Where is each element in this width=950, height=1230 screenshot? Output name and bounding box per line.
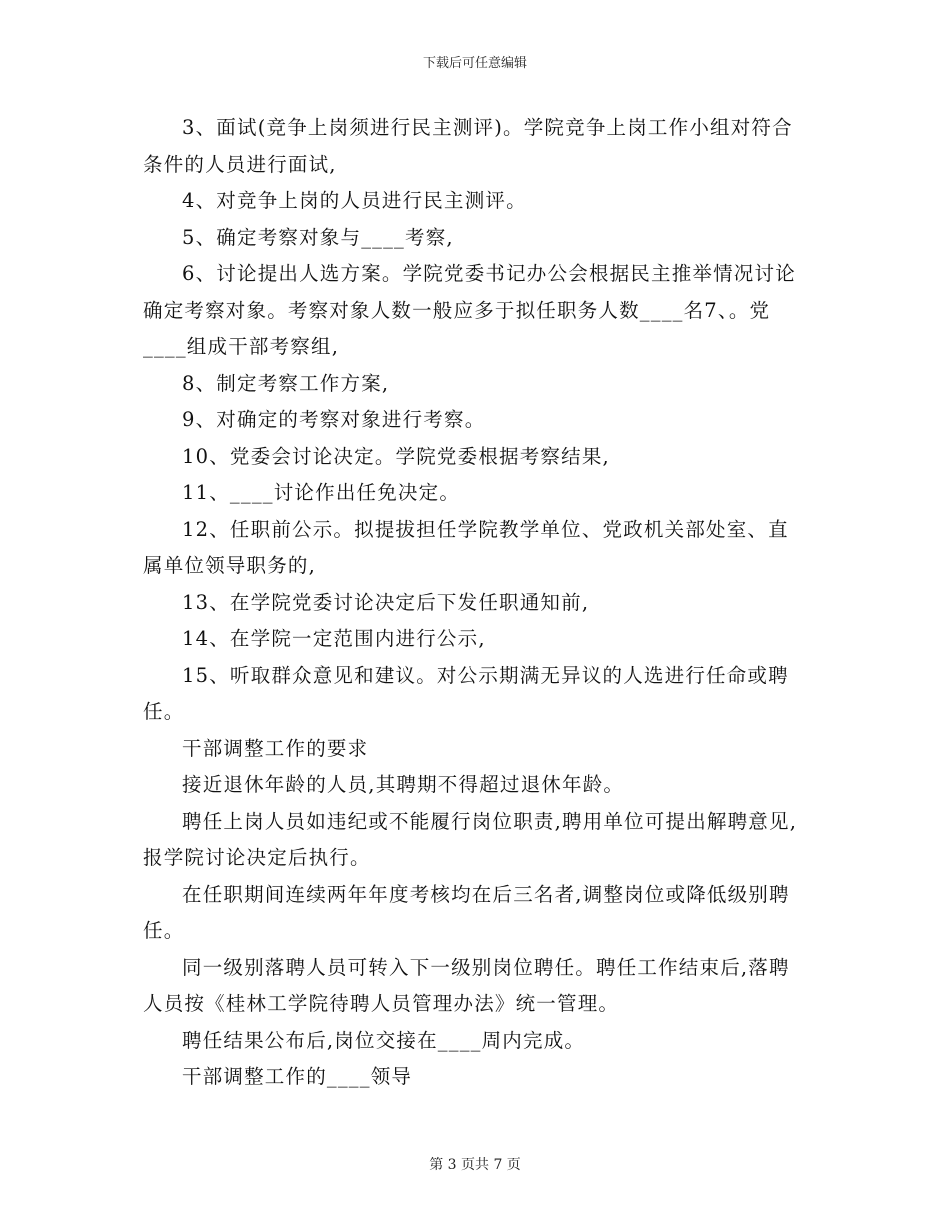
paragraph: 13、在学院党委讨论决定后下发任职通知前, — [182, 590, 590, 614]
document-body — [143, 110, 808, 1096]
paragraph: 聘任上岗人员如违纪或不能履行岗位职责,聘用单位可提出解聘意见,报学院讨论决定后执行。 — [143, 809, 798, 869]
paragraph: 15、听取群众意见和建议。对公示期满无异议的人选进行任命或聘任。 — [143, 663, 789, 723]
paragraph: 聘任结果公布后,岗位交接在____周内完成。 — [182, 1028, 586, 1052]
paragraph: 3、面试(竞争上岗须进行民主测评)。学院竞争上岗工作小组对符合条件的人员进行面试, — [143, 116, 793, 176]
section-heading: 干部调整工作的要求 — [182, 736, 369, 760]
paragraph: 同一级别落聘人员可转入下一级别岗位聘任。聘任工作结束后,落聘人员按《桂林工学院待聘人员管理办法》统一管理。 — [143, 955, 790, 1015]
paragraph: 9、对确定的考察对象进行考察。 — [182, 408, 486, 431]
paragraph: 12、任职前公示。拟提拔担任学院教学单位、党政机关部处室、直属单位领导职务的, — [143, 517, 789, 577]
section-heading: 干部调整工作的____领导 — [182, 1065, 413, 1088]
paragraph: 11、____讨论作出任免决定。 — [182, 481, 461, 504]
page-header: 下载后可任意编辑 — [422, 56, 527, 71]
paragraph: 10、党委会讨论决定。学院党委根据考察结果, — [182, 444, 610, 468]
paragraph: 14、在学院一定范围内进行公示, — [182, 627, 486, 650]
page-number-footer: 第 3 页共 7 页 — [429, 1157, 521, 1173]
paragraph: 6、讨论提出人选方案。学院党委书记办公会根据民主推举情况讨论确定考察对象。考察对象人数一般应多于拟任职务人数____名7、。党____组成干部考察组, — [143, 262, 796, 358]
paragraph: 8、制定考察工作方案, — [182, 371, 390, 395]
paragraph: 5、确定考察对象与____考察, — [182, 225, 454, 249]
paragraph: 4、对竞争上岗的人员进行民主测评。 — [182, 189, 527, 212]
paragraph: 接近退休年龄的人员,其聘期不得超过退休年龄。 — [182, 773, 625, 796]
paragraph: 在任职期间连续两年年度考核均在后三名者,调整岗位或降低级别聘任。 — [143, 882, 790, 942]
